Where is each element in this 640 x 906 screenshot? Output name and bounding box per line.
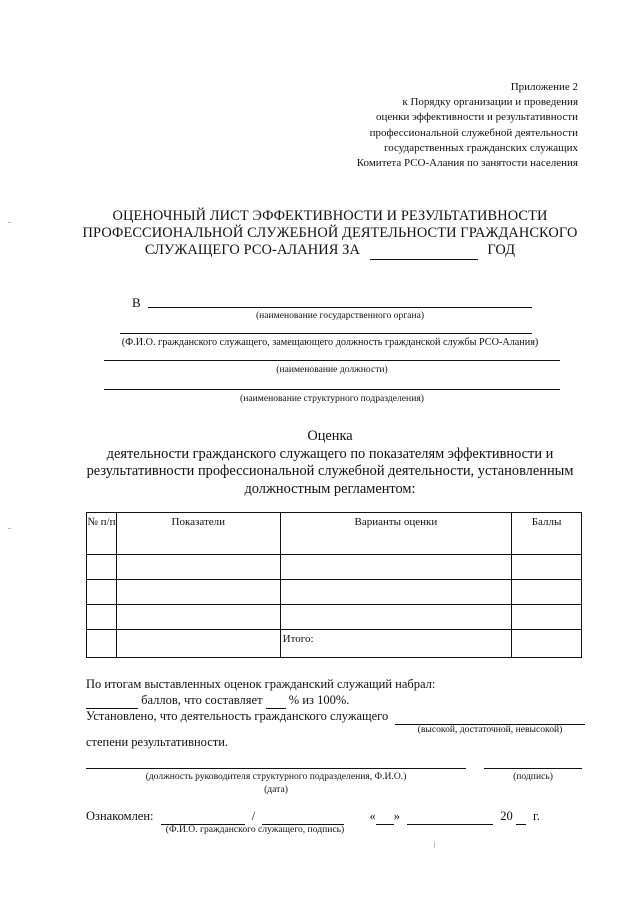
acknowledged-label: Ознакомлен: <box>86 809 154 823</box>
document-title <box>60 208 600 260</box>
signature-field[interactable] <box>484 768 582 769</box>
table-cell[interactable] <box>116 605 280 630</box>
table-cell[interactable] <box>512 605 582 630</box>
acknowledged-signature-field[interactable] <box>262 808 344 825</box>
table-cell <box>116 630 280 658</box>
appendix-line: профессиональной служебной деятельности <box>369 126 578 139</box>
effectiveness-level-caption: (высокой, достаточной, невысокой) <box>417 724 563 735</box>
table-row <box>87 555 582 580</box>
table-cell[interactable] <box>512 580 582 605</box>
table-cell[interactable] <box>87 605 117 630</box>
effectiveness-level-field[interactable] <box>395 708 585 725</box>
fio-field[interactable] <box>120 333 532 334</box>
appendix-line: Комитета РСО-Алания по занятости населения <box>356 157 578 170</box>
table-header-row <box>87 513 582 555</box>
appendix-line: оценки эффективности и результативности <box>376 111 578 124</box>
table-cell[interactable] <box>116 580 280 605</box>
year-digits-field[interactable] <box>516 808 526 825</box>
title-line-2: ПРОФЕССИОНАЛЬНОЙ СЛУЖЕБНОЙ ДЕЯТЕЛЬНОСТИ ГРАЖДАНСКОГО <box>82 225 578 241</box>
appendix-line: к Порядку организации и проведения <box>402 96 578 109</box>
table-cell[interactable] <box>512 555 582 580</box>
evaluation-line-3: должностным регламентом: <box>244 480 416 497</box>
percent-field[interactable] <box>266 692 286 709</box>
slash-separator: / <box>251 809 256 823</box>
title-line-3-prefix: СЛУЖАЩЕГО РСО-АЛАНИЯ ЗА <box>144 242 360 258</box>
position-field[interactable] <box>104 360 560 361</box>
result-line-1: По итогам выставленных оценок гражданский служащий набрал: <box>86 677 436 691</box>
position-caption: (наименование должности) <box>276 364 388 375</box>
fio-caption: (Ф.И.О. гражданского служащего, замещающего должность гражданской службы РСО-Алания) <box>121 337 539 348</box>
title-line-1: ОЦЕНОЧНЫЙ ЛИСТ ЭФФЕКТИВНОСТИ И РЕЗУЛЬТАТИВНОСТИ <box>112 208 548 224</box>
appendix-block <box>258 80 578 171</box>
title-line-3 <box>60 242 600 260</box>
result-line-2 <box>86 692 349 709</box>
year-prefix: 20 <box>500 809 513 823</box>
table-row <box>87 605 582 630</box>
division-field[interactable] <box>104 389 560 390</box>
acknowledged-caption: (Ф.И.О. гражданского служащего, подпись) <box>165 824 345 835</box>
table-row <box>87 580 582 605</box>
title-line-3-suffix: ГОД <box>487 242 516 258</box>
evaluation-line-1: деятельности гражданского служащего по показателям эффективности и <box>106 445 554 462</box>
v-label: В <box>132 295 141 310</box>
organ-caption: (наименование государственного органа) <box>255 310 425 321</box>
total-points-cell[interactable] <box>512 630 582 658</box>
date-caption: (дата) <box>264 784 288 795</box>
result-line-2-part2: % из 100%. <box>288 693 350 707</box>
header-points: Баллы <box>512 513 582 555</box>
result-line-2-part1: баллов, что составляет <box>141 693 263 707</box>
scan-mark <box>8 222 11 223</box>
header-indicators: Показатели <box>116 513 280 555</box>
year-field[interactable] <box>370 242 478 260</box>
table-cell[interactable] <box>87 555 117 580</box>
table-total-row <box>87 630 582 658</box>
appendix-line: государственных гражданских служащих <box>384 141 578 154</box>
acknowledged-fio-field[interactable] <box>161 808 245 825</box>
signature-caption: (подпись) <box>513 771 553 782</box>
evaluation-heading: Оценка <box>307 428 353 444</box>
quote-open: « <box>369 809 376 823</box>
quote-close: » <box>393 809 400 823</box>
header-num: № п/п <box>87 513 117 555</box>
month-field[interactable] <box>407 808 493 825</box>
table-cell <box>87 630 117 658</box>
day-field[interactable] <box>376 808 394 825</box>
table-cell[interactable] <box>280 605 511 630</box>
points-field[interactable] <box>86 692 138 709</box>
evaluation-table <box>86 512 582 658</box>
appendix-line: Приложение 2 <box>510 81 578 93</box>
header-variants: Варианты оценки <box>280 513 511 555</box>
head-position-field[interactable] <box>86 768 466 769</box>
total-label: Итого: <box>280 630 511 658</box>
acknowledged-line <box>86 808 540 825</box>
table-cell[interactable] <box>280 580 511 605</box>
result-line-4: степени результативности. <box>86 735 229 749</box>
table-cell[interactable] <box>280 555 511 580</box>
head-position-caption: (должность руководителя структурного подразделения, Ф.И.О.) <box>145 771 407 782</box>
table-cell[interactable] <box>87 580 117 605</box>
result-line-3-text: Установлено, что деятельность гражданского служащего <box>86 709 389 723</box>
organ-field[interactable] <box>148 307 532 308</box>
table-cell[interactable] <box>116 555 280 580</box>
scan-mark <box>8 528 11 529</box>
division-caption: (наименование структурного подразделения) <box>240 393 424 404</box>
evaluation-line-2: результативности профессиональной служебной деятельности, установленным <box>86 463 574 479</box>
evaluation-heading-block <box>60 428 600 498</box>
year-suffix: г. <box>533 809 540 823</box>
result-line-3 <box>86 708 585 725</box>
scan-mark <box>434 842 435 848</box>
